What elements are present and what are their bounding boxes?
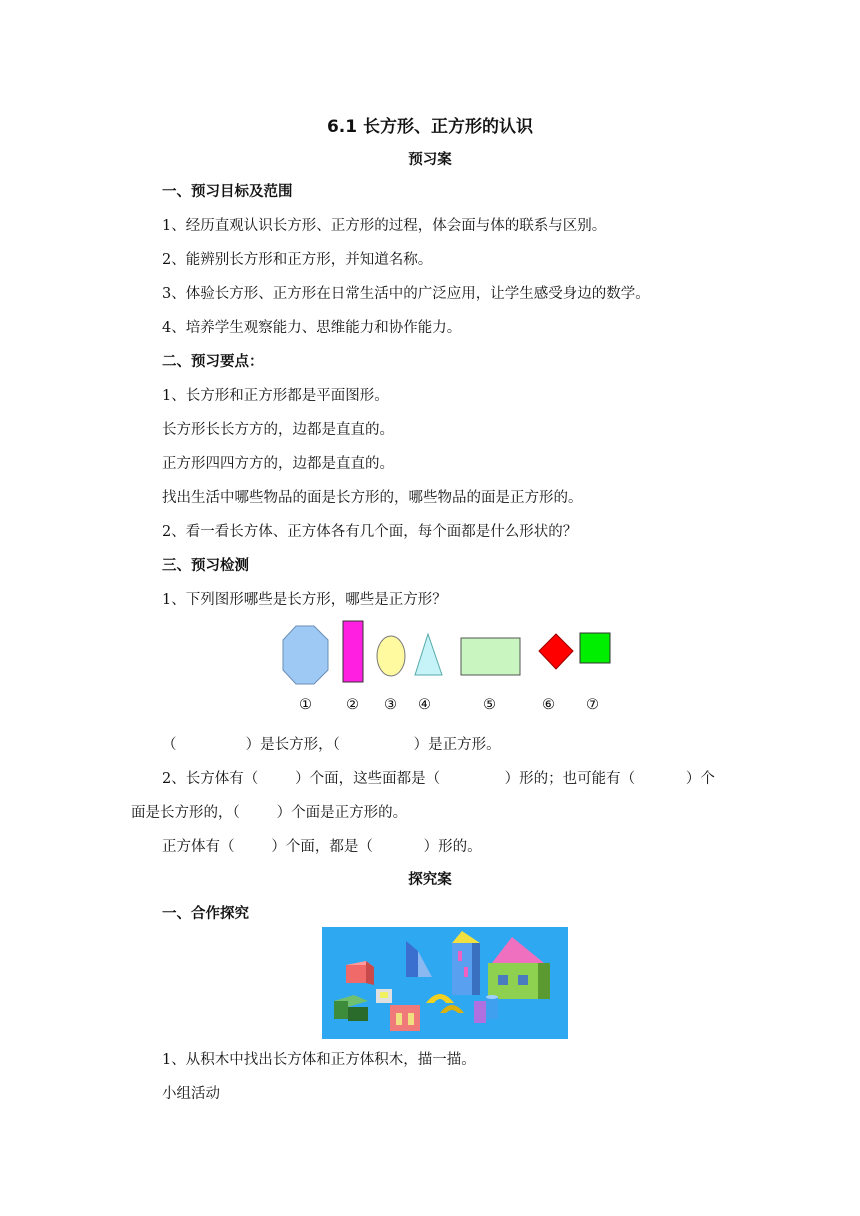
- shape-label: ⑤: [483, 697, 496, 713]
- part1-heading: 一、预习目标及范围: [162, 184, 293, 200]
- magenta-rect-shape: [343, 621, 363, 682]
- green-square-shape: [580, 633, 610, 663]
- part2-item: 长方形长长方方的，边都是直直的。: [162, 422, 394, 438]
- question-1-answer: （ ）是长方形，（ ）是正方形。: [162, 737, 501, 753]
- yellow-ellipse-shape: [377, 636, 405, 676]
- question-2-line-3: 正方体有（ ）个面，都是（ ）形的。: [162, 839, 482, 855]
- octagon-shape: [283, 626, 328, 684]
- red-diamond-shape: [539, 634, 573, 669]
- part2-item: 2、看一看长方体、正方体各有几个面，每个面都是什么形状的？: [162, 524, 578, 540]
- shape-label: ③: [384, 697, 397, 713]
- page-title: 6.1 长方形、正方形的认识: [326, 117, 534, 137]
- part2-item: 找出生活中哪些物品的面是长方形的，哪些物品的面是正方形的。: [162, 490, 583, 506]
- part3-heading: 三、预习检测: [162, 558, 249, 574]
- part1-item: 1、经历直观认识长方形、正方形的过程，体会面与体的联系与区别。: [162, 218, 607, 234]
- shape-label: ⑦: [586, 697, 599, 713]
- question-2-line-1: 2、长方体有（ ）个面，这些面都是（ ）形的；也可能有（ ）个: [162, 771, 715, 787]
- part2-heading: 二、预习要点：: [162, 354, 264, 370]
- shape-label: ②: [346, 697, 359, 713]
- shape-label: ④: [418, 697, 431, 713]
- light-green-rect-shape: [461, 638, 520, 675]
- section-preview-heading: 预习案: [408, 152, 452, 168]
- task-1: 1、从积木中找出长方体和正方体积木，描一描。: [162, 1052, 476, 1068]
- part1-item: 4、培养学生观察能力、思维能力和协作能力。: [162, 320, 462, 336]
- part2-item: 1、长方形和正方形都是平面图形。: [162, 388, 389, 404]
- group-activity-label: 小组活动: [162, 1086, 220, 1102]
- cyan-triangle-shape: [415, 634, 442, 675]
- question-2-line-2: 面是长方形的，（ ）个面是正方形的。: [131, 805, 408, 821]
- question-1: 1、下列图形哪些是长方形，哪些是正方形？: [162, 592, 447, 608]
- part2-item: 正方形四四方方的，边都是直直的。: [162, 456, 394, 472]
- building-blocks-image: [322, 927, 568, 1039]
- shape-label: ⑥: [542, 697, 555, 713]
- section-explore-heading: 探究案: [408, 872, 452, 888]
- part1-item: 2、能辨别长方形和正方形，并知道名称。: [162, 252, 433, 268]
- shape-label: ①: [299, 697, 312, 713]
- part1-item: 3、体验长方形、正方形在日常生活中的广泛应用，让学生感受身边的数学。: [162, 286, 650, 302]
- part4-heading: 一、合作探究: [162, 906, 249, 922]
